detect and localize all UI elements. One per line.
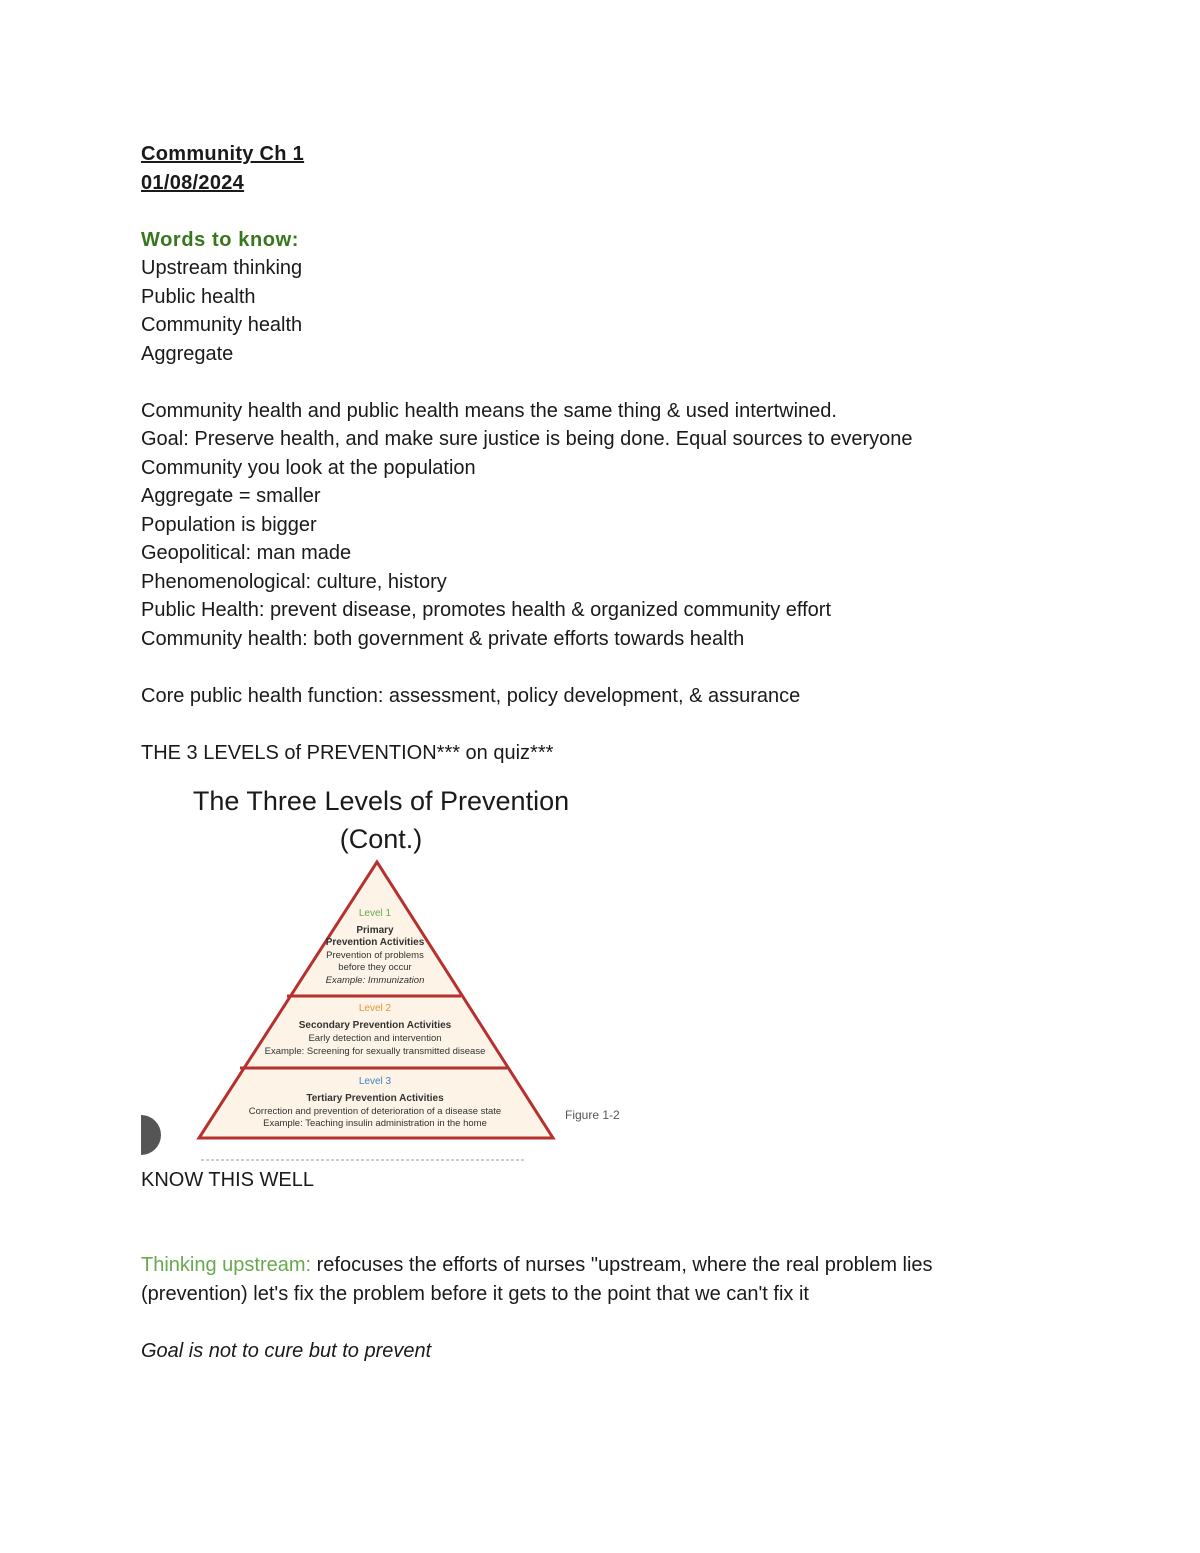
- level1-label: Level 1: [358, 908, 392, 919]
- level2-title: Secondary Prevention Activities: [298, 1020, 452, 1031]
- level1-title-a: Primary: [356, 925, 394, 936]
- nav-arrow-icon: [141, 1115, 161, 1155]
- level3-title: Tertiary Prevention Activities: [306, 1093, 444, 1104]
- level2-example: Example: Screening for sexually transmitted disease: [264, 1046, 486, 1057]
- level1-desc-b: before they occur: [338, 962, 412, 973]
- level2-desc: Early detection and intervention: [308, 1033, 442, 1044]
- levels-heading: THE 3 LEVELS of PREVENTION*** on quiz***: [141, 741, 554, 764]
- note-line: Aggregate = smaller: [141, 485, 321, 507]
- upstream-text-1: refocuses the efforts of nurses "upstream, where the real problem lies: [311, 1254, 933, 1276]
- note-line: Community health and public health means the same thing & used intertwined.: [141, 399, 837, 422]
- upstream-text-2: (prevention) let's fix the problem before it gets to the point that we can't fix it: [141, 1282, 809, 1305]
- figure-label: Figure 1-2: [565, 1108, 620, 1122]
- level3-example: Example: Teaching insulin administration in the home: [263, 1118, 487, 1129]
- figure-title-line1: The Three Levels of Prevention: [192, 786, 570, 816]
- note-line: Goal: Preserve health, and make sure justice is being done. Equal sources to everyone: [141, 428, 913, 450]
- term-item: Public health: [141, 285, 256, 308]
- upstream-label: Thinking upstream:: [141, 1254, 312, 1276]
- core-function-line: Core public health function: assessment, policy development, & assurance: [141, 684, 801, 707]
- note-line: Community you look at the population: [141, 456, 476, 479]
- notes-body: [141, 140, 1041, 767]
- document-title: Community Ch 1: [141, 143, 305, 165]
- term-item: Aggregate: [141, 342, 234, 365]
- level1-desc-a: Prevention of problems: [326, 950, 424, 961]
- document-date: 01/08/2024: [141, 171, 245, 194]
- term-item: Community health: [141, 314, 303, 336]
- pyramid-graphic: [141, 780, 641, 1170]
- level3-desc: Correction and prevention of deterioration of a disease state: [248, 1106, 502, 1117]
- level1-title-b: Prevention Activities: [325, 937, 425, 948]
- level3-label: Level 3: [358, 1076, 392, 1087]
- level1-example: Example: Immunization: [325, 975, 425, 986]
- closing-statement: Goal is not to cure but to prevent: [141, 1339, 432, 1362]
- note-line: Population is bigger: [141, 513, 317, 536]
- know-this-well: KNOW THIS WELL: [141, 1169, 314, 1191]
- figure-title-line2: (Cont.): [339, 824, 423, 854]
- words-to-know-heading: Words to know:: [141, 228, 300, 251]
- note-line: Community health: both government & private efforts towards health: [141, 627, 745, 650]
- prevention-pyramid-figure: [141, 780, 641, 1170]
- level2-label: Level 2: [358, 1003, 392, 1014]
- term-item: Upstream thinking: [141, 257, 303, 279]
- note-line: Public Health: prevent disease, promotes health & organized community effort: [141, 599, 831, 621]
- note-line: Geopolitical: man made: [141, 542, 352, 564]
- note-line: Phenomenological: culture, history: [141, 570, 447, 593]
